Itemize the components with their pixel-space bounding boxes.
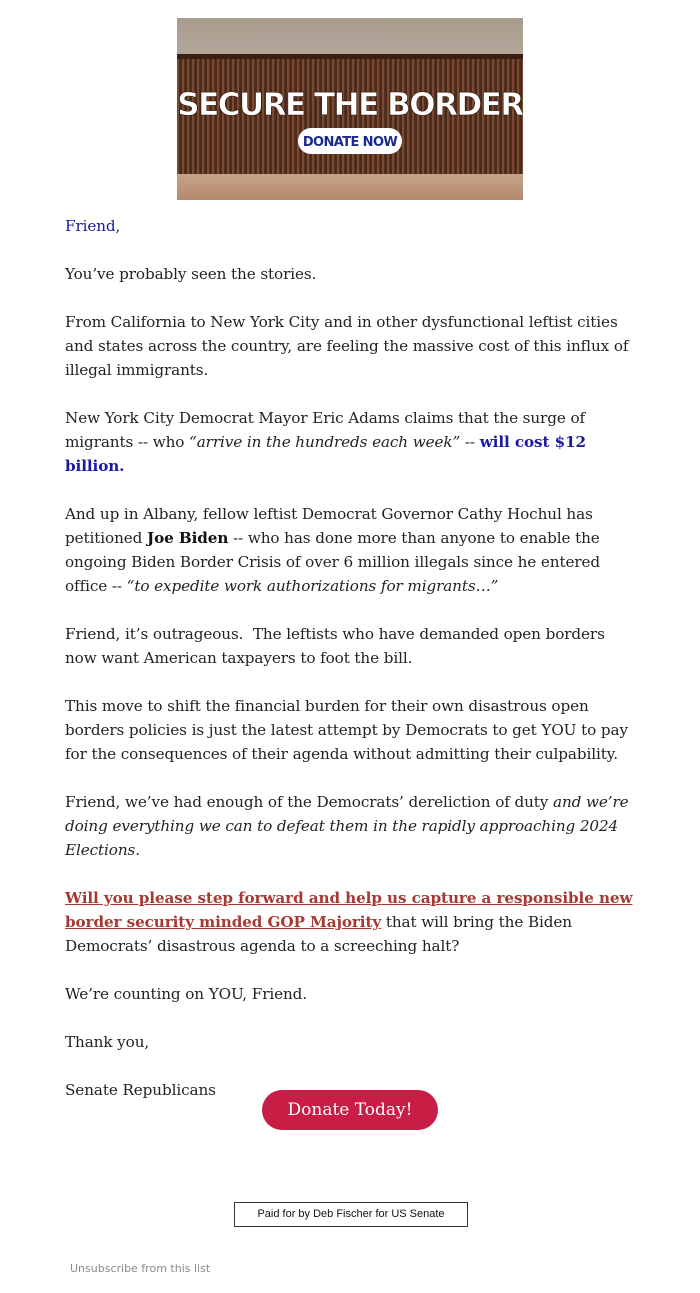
- unsubscribe-link[interactable]: Unsubscribe from this list: [70, 1262, 211, 1275]
- donate-section: [0, 1090, 700, 1130]
- greeting: Friend,: [65, 217, 121, 235]
- paragraph-8-text-b: that will bring the Biden Democrats’ disastrous agenda to a screeching halt?: [65, 913, 572, 955]
- adams-quote: “arrive in the hundreds each week”: [189, 433, 461, 451]
- banner-image[interactable]: [177, 18, 523, 200]
- biden-name: Joe Biden: [147, 529, 229, 547]
- paragraph-1: You’ve probably seen the stories.: [65, 265, 317, 283]
- paragraph-3: [65, 406, 640, 478]
- paragraph-6: This move to shift the financial burden for their own disastrous open borders policies is just the latest attempt by Democrats to get YOU to pay for the consequences of their agenda without admitting their culpability.: [65, 697, 628, 763]
- paragraph-7-italic: and we’re doing everything we can to defeat them in the rapidly approaching 2024 Elections.: [65, 793, 629, 859]
- donate-today-button[interactable]: Donate Today!: [262, 1090, 439, 1130]
- paragraph-9: We’re counting on YOU, Friend.: [65, 985, 308, 1003]
- banner-headline: SECURE THE BORDER: [177, 87, 523, 123]
- paragraph-5: Friend, it’s outrageous. The leftists who have demanded open borders now want American taxpayers to foot the bill.: [65, 625, 610, 667]
- paragraph-7: [65, 790, 640, 862]
- cost-highlight: will cost $12 billion.: [65, 433, 587, 475]
- banner-donate-button: [298, 128, 402, 154]
- paragraph-4-text-b: -- who has done more than anyone to enable the ongoing Biden Border Crisis of over 6 million illegals since he entered office --: [65, 529, 601, 595]
- signature: Senate Republicans: [65, 1081, 216, 1099]
- paragraph-3-text-b: --: [460, 433, 480, 451]
- paragraph-8: [65, 886, 640, 958]
- letter-body: [65, 214, 640, 1126]
- paragraph-2: From California to New York City and in other dysfunctional leftist cities and states across the country, are feeling the massive cost of this influx of illegal immigrants.: [65, 313, 629, 379]
- banner-wall-cap: [177, 54, 523, 59]
- paid-for-disclaimer: Paid for by Deb Fischer for US Senate: [234, 1202, 468, 1227]
- paragraph-4-text-a: And up in Albany, fellow leftist Democrat Governor Cathy Hochul has petitioned: [65, 505, 593, 547]
- paragraph-7-text-a: Friend, we’ve had enough of the Democrats’ dereliction of duty: [65, 793, 553, 811]
- paragraph-4: [65, 502, 640, 598]
- banner-donate-label: DONATE NOW: [302, 135, 398, 150]
- hochul-quote: “to expedite work authorizations for migrants…”: [126, 577, 499, 595]
- paragraph-3-text-a: New York City Democrat Mayor Eric Adams claims that the surge of migrants -- who: [65, 409, 586, 451]
- majority-cta-link[interactable]: Will you please step forward and help us capture a responsible new border security minded GOP Majority: [65, 889, 633, 931]
- paragraph-10: Thank you,: [65, 1033, 150, 1051]
